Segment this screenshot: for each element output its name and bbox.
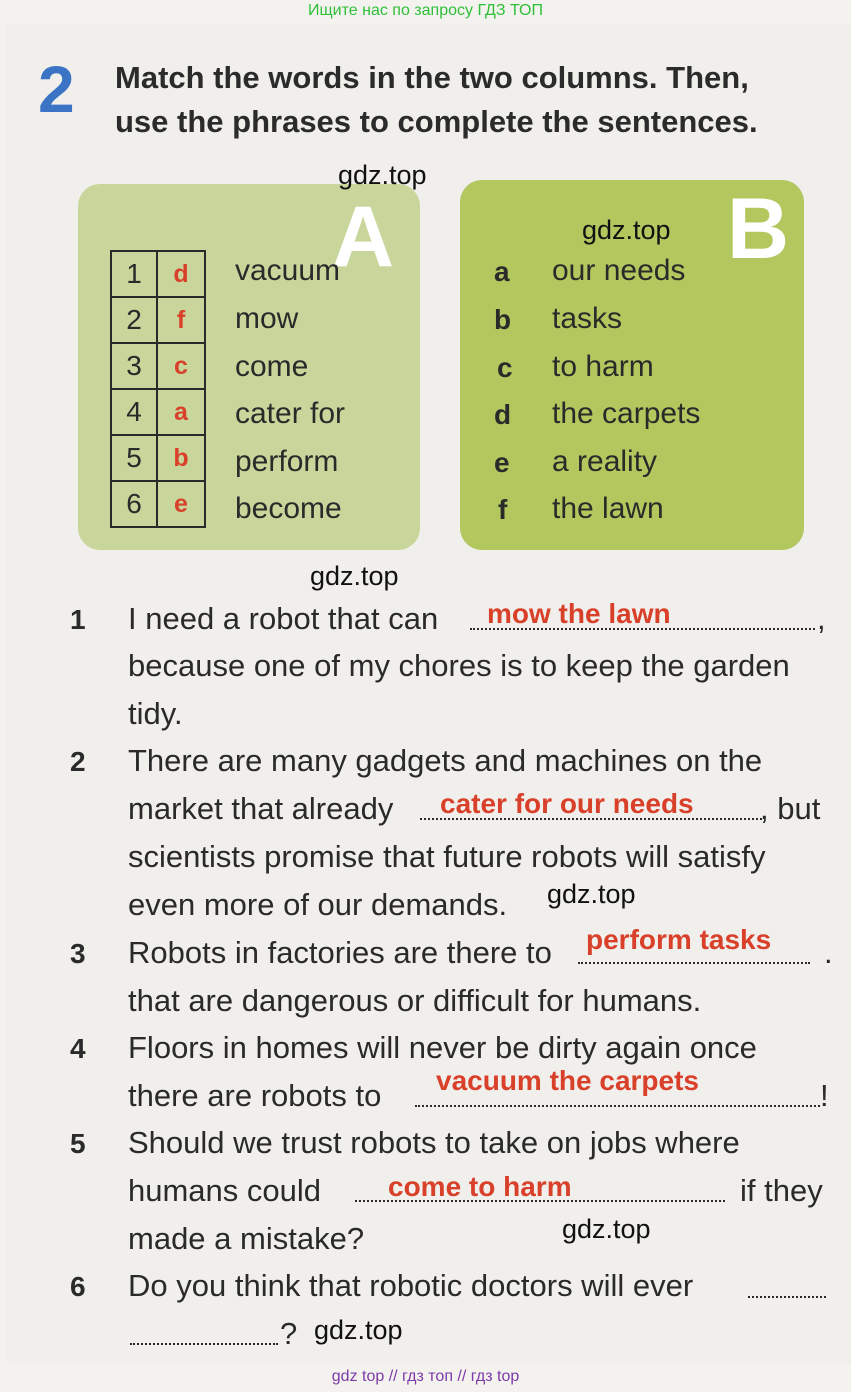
grid-answer[interactable]: b: [157, 435, 205, 481]
filled-answer: come to harm: [388, 1171, 572, 1202]
sentence-text: Robots in factories are there to: [128, 935, 552, 970]
column-b-phrase: to harm: [552, 350, 654, 383]
filled-answer: cater for our needs: [440, 788, 694, 819]
sentence-text: ,: [817, 601, 826, 636]
watermark: gdz.top: [310, 561, 399, 591]
answer-blank[interactable]: [748, 1296, 826, 1298]
sentence-text: !: [820, 1078, 829, 1113]
exercise-instruction: [115, 56, 815, 144]
sentence-text: Should we trust robots to take on jobs where: [128, 1125, 740, 1160]
sentence-text: even more of our demands.: [128, 887, 508, 922]
sentence-text: I need a robot that can: [128, 601, 439, 636]
grid-row: [111, 297, 205, 343]
grid-number: 4: [111, 389, 157, 435]
column-b-phrase: the carpets: [552, 397, 701, 430]
sentence-text: market that already: [128, 791, 394, 826]
column-b-letter: b: [494, 304, 512, 335]
instruction-line-2: use the phrases to complete the sentences.: [115, 104, 758, 139]
sentence-number: 2: [70, 746, 86, 777]
grid-row: [111, 251, 205, 297]
sentence-number: 1: [70, 604, 86, 635]
sentence-text: because one of my chores is to keep the garden: [128, 648, 790, 683]
grid-answer[interactable]: e: [157, 481, 205, 527]
column-b-phrase: our needs: [552, 254, 686, 287]
sentence-number: 6: [70, 1271, 86, 1302]
column-b-phrase: a reality: [552, 445, 658, 478]
grid-number: 2: [111, 297, 157, 343]
column-a-heading: A: [332, 189, 395, 285]
sentence-text: scientists promise that future robots will satisfy: [128, 839, 766, 874]
sentence-text: Do you think that robotic doctors will ever: [128, 1268, 694, 1303]
sentence-text: tidy.: [128, 696, 183, 731]
grid-row: [111, 481, 205, 527]
column-b-letter: e: [494, 447, 510, 478]
grid-number: 3: [111, 343, 157, 389]
column-b-letter: f: [498, 494, 508, 525]
grid-number: 1: [111, 251, 157, 297]
answer-grid: [110, 250, 206, 528]
footer-watermark: gdz top // гдз топ // гдз top: [331, 1368, 520, 1385]
column-b-letter: a: [494, 256, 510, 287]
sentence-text: made a mistake?: [128, 1221, 365, 1256]
sentence-text: , but: [760, 791, 821, 826]
instruction-line-1: Match the words in the two columns. Then,: [115, 60, 749, 95]
answer-blank[interactable]: [415, 1105, 820, 1107]
sentence-number: 4: [70, 1033, 86, 1064]
watermark: gdz.top: [582, 215, 671, 245]
exercise-number: 2: [38, 52, 75, 126]
column-a-word: mow: [235, 302, 299, 335]
filled-answer: perform tasks: [586, 924, 772, 955]
column-a-word: become: [235, 492, 342, 525]
sentence-text: humans could: [128, 1173, 322, 1208]
top-banner: Ищите нас по запросу ГДЗ ТОП: [308, 2, 543, 19]
column-b-letter: d: [494, 399, 512, 430]
watermark: gdz.top: [338, 160, 427, 190]
grid-row: [111, 435, 205, 481]
column-a-word: cater for: [235, 397, 346, 430]
grid-answer[interactable]: c: [157, 343, 205, 389]
column-b-phrase: the lawn: [552, 492, 664, 525]
grid-row: [111, 389, 205, 435]
answer-blank[interactable]: [130, 1343, 278, 1345]
sentence-number: 5: [70, 1128, 86, 1159]
sentence-text: if they: [740, 1173, 823, 1208]
grid-number: 5: [111, 435, 157, 481]
sentence-number: 3: [70, 938, 86, 969]
sentence-text: .: [824, 935, 833, 970]
filled-answer: vacuum the carpets: [436, 1065, 699, 1096]
grid-answer[interactable]: f: [157, 297, 205, 343]
sentence-text: ?: [280, 1316, 298, 1351]
column-a-word: perform: [235, 445, 339, 478]
column-a-word: vacuum: [235, 254, 341, 287]
sentence-text: there are robots to: [128, 1078, 382, 1113]
answer-blank[interactable]: [578, 962, 810, 964]
sentence-text: There are many gadgets and machines on the: [128, 743, 763, 778]
grid-number: 6: [111, 481, 157, 527]
watermark: gdz.top: [562, 1214, 651, 1244]
column-b-letter: c: [497, 352, 513, 383]
column-b-phrase: tasks: [552, 302, 623, 335]
grid-answer[interactable]: d: [157, 251, 205, 297]
grid-answer[interactable]: a: [157, 389, 205, 435]
watermark: gdz.top: [314, 1315, 403, 1345]
filled-answer: mow the lawn: [487, 598, 671, 629]
sentence-text: that are dangerous or difficult for humans.: [128, 983, 702, 1018]
column-a-word: come: [235, 350, 309, 383]
grid-row: [111, 343, 205, 389]
sentence-text: Floors in homes will never be dirty again once: [128, 1030, 757, 1065]
watermark: gdz.top: [547, 879, 636, 909]
column-b-heading: B: [727, 181, 790, 277]
